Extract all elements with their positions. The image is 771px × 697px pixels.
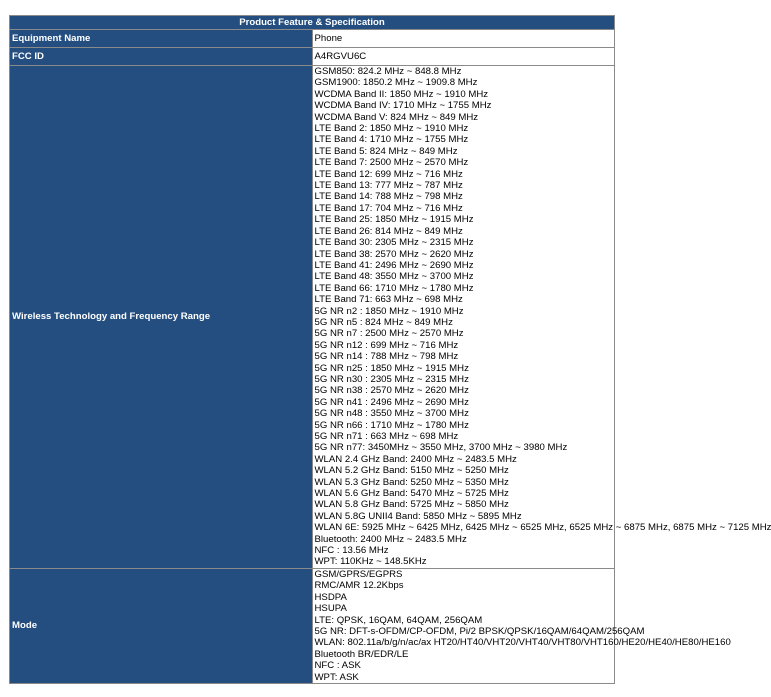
frequency-line: LTE Band 25: 1850 MHz ~ 1915 MHz xyxy=(314,214,474,226)
frequency-line: 5G NR n5 : 824 MHz ~ 849 MHz xyxy=(314,316,453,328)
frequency-line: 5G NR n38 : 2570 MHz ~ 2620 MHz xyxy=(314,385,469,397)
frequency-line: 5G NR n48 : 3550 MHz ~ 3700 MHz xyxy=(314,408,469,420)
frequency-line: 5G NR n66 : 1710 MHz ~ 1780 MHz xyxy=(314,419,469,431)
wireless-label: Wireless Technology and Frequency Range xyxy=(10,66,313,569)
frequency-line: GSM1900: 1850.2 MHz ~ 1909.8 MHz xyxy=(314,77,478,89)
frequency-line: LTE Band 5: 824 MHz ~ 849 MHz xyxy=(314,145,458,157)
frequency-line: 5G NR n2 : 1850 MHz ~ 1910 MHz xyxy=(314,305,464,317)
frequency-line: WLAN 2.4 GHz Band: 2400 MHz ~ 2483.5 MHz xyxy=(314,453,517,465)
frequency-line: LTE Band 14: 788 MHz ~ 798 MHz xyxy=(314,191,463,203)
spec-table xyxy=(9,15,771,684)
wireless-frequency-list xyxy=(312,66,771,569)
mode-line: WPT: ASK xyxy=(314,671,359,683)
frequency-line: LTE Band 71: 663 MHz ~ 698 MHz xyxy=(314,294,463,306)
mode-line: Bluetooth BR/EDR/LE xyxy=(314,648,409,660)
frequency-line: GSM850: 824.2 MHz ~ 848.8 MHz xyxy=(314,66,462,77)
mode-line: 5G NR: DFT-s-OFDM/CP-OFDM, Pi/2 BPSK/QPSK/16QAM/64QAM/256QAM xyxy=(314,625,645,637)
frequency-line: WCDMA Band IV: 1710 MHz ~ 1755 MHz xyxy=(314,100,492,112)
equipment-row xyxy=(10,30,615,48)
frequency-line: 5G NR n25 : 1850 MHz ~ 1915 MHz xyxy=(314,362,469,374)
frequency-line: WLAN 5.3 GHz Band: 5250 MHz ~ 5350 MHz xyxy=(314,476,509,488)
frequency-line: WLAN 5.6 GHz Band: 5470 MHz ~ 5725 MHz xyxy=(314,488,509,500)
frequency-line: 5G NR n41 : 2496 MHz ~ 2690 MHz xyxy=(314,396,469,408)
mode-line: RMC/AMR 12.2Kbps xyxy=(314,580,404,592)
frequency-line: WPT: 110KHz ~ 148.5KHz xyxy=(314,556,427,568)
mode-line: LTE: QPSK, 16QAM, 64QAM, 256QAM xyxy=(314,614,483,626)
frequency-line: LTE Band 7: 2500 MHz ~ 2570 MHz xyxy=(314,157,469,169)
frequency-line: 5G NR n71 : 663 MHz ~ 698 MHz xyxy=(314,431,459,442)
mode-line: WLAN: 802.11a/b/g/n/ac/ax HT20/HT40/VHT20/VHT40/VHT80/VHT160/HE20/HE40/HE80/HE160 xyxy=(314,637,731,649)
frequency-line: 5G NR n7 : 2500 MHz ~ 2570 MHz xyxy=(314,328,464,340)
mode-line: GSM/GPRS/EGPRS xyxy=(314,568,403,580)
frequency-line: WLAN 6E: 5925 MHz ~ 6425 MHz, 6425 MHz ~ 6525 MHz, 6525 MHz ~ 6875 MHz, 6875 MHz ~ 7125 MHz xyxy=(314,522,771,534)
mode-line: HSDPA xyxy=(314,591,347,603)
mode-line: HSUPA xyxy=(314,603,347,615)
frequency-line: LTE Band 2: 1850 MHz ~ 1910 MHz xyxy=(314,123,469,135)
frequency-line: 5G NR n30 : 2305 MHz ~ 2315 MHz xyxy=(314,373,469,385)
frequency-line: Bluetooth: 2400 MHz ~ 2483.5 MHz xyxy=(314,533,467,545)
title-row xyxy=(10,16,615,30)
frequency-line: LTE Band 13: 777 MHz ~ 787 MHz xyxy=(314,180,463,192)
frequency-line: LTE Band 26: 814 MHz ~ 849 MHz xyxy=(314,225,463,237)
frequency-line: WLAN 5.8G UNII4 Band: 5850 MHz ~ 5895 MHz xyxy=(314,510,522,522)
frequency-line: WCDMA Band V: 824 MHz ~ 849 MHz xyxy=(314,111,479,123)
frequency-line: WLAN 5.2 GHz Band: 5150 MHz ~ 5250 MHz xyxy=(314,465,509,477)
frequency-line: NFC : 13.56 MHz xyxy=(314,545,389,557)
mode-list xyxy=(312,568,731,683)
mode-row xyxy=(10,568,615,683)
frequency-line: LTE Band 4: 1710 MHz ~ 1755 MHz xyxy=(314,134,469,146)
equipment-name-value: Phone xyxy=(312,30,615,48)
fcc-id-value: A4RGVU6C xyxy=(312,48,615,66)
wireless-row xyxy=(10,66,615,569)
frequency-line: 5G NR n14 : 788 MHz ~ 798 MHz xyxy=(314,351,459,363)
frequency-line: LTE Band 17: 704 MHz ~ 716 MHz xyxy=(314,202,463,214)
frequency-line: LTE Band 41: 2496 MHz ~ 2690 MHz xyxy=(314,259,474,271)
frequency-line: 5G NR n77: 3450MHz ~ 3550 MHz, 3700 MHz ~ 3980 MHz xyxy=(314,442,568,454)
frequency-line: LTE Band 12: 699 MHz ~ 716 MHz xyxy=(314,168,463,180)
fcc-row xyxy=(10,48,615,66)
frequency-line: LTE Band 48: 3550 MHz ~ 3700 MHz xyxy=(314,271,474,283)
frequency-line: LTE Band 30: 2305 MHz ~ 2315 MHz xyxy=(314,237,474,249)
frequency-line: 5G NR n12 : 699 MHz ~ 716 MHz xyxy=(314,339,459,351)
frequency-line: WCDMA Band II: 1850 MHz ~ 1910 MHz xyxy=(314,88,489,100)
fcc-id-label: FCC ID xyxy=(10,48,313,66)
mode-label: Mode xyxy=(10,568,313,683)
equipment-name-label: Equipment Name xyxy=(10,30,313,48)
table-title: Product Feature & Specification xyxy=(10,16,615,30)
frequency-line: LTE Band 38: 2570 MHz ~ 2620 MHz xyxy=(314,248,474,260)
mode-line: NFC : ASK xyxy=(314,660,361,672)
frequency-line: LTE Band 66: 1710 MHz ~ 1780 MHz xyxy=(314,282,474,294)
frequency-line: WLAN 5.8 GHz Band: 5725 MHz ~ 5850 MHz xyxy=(314,499,509,511)
